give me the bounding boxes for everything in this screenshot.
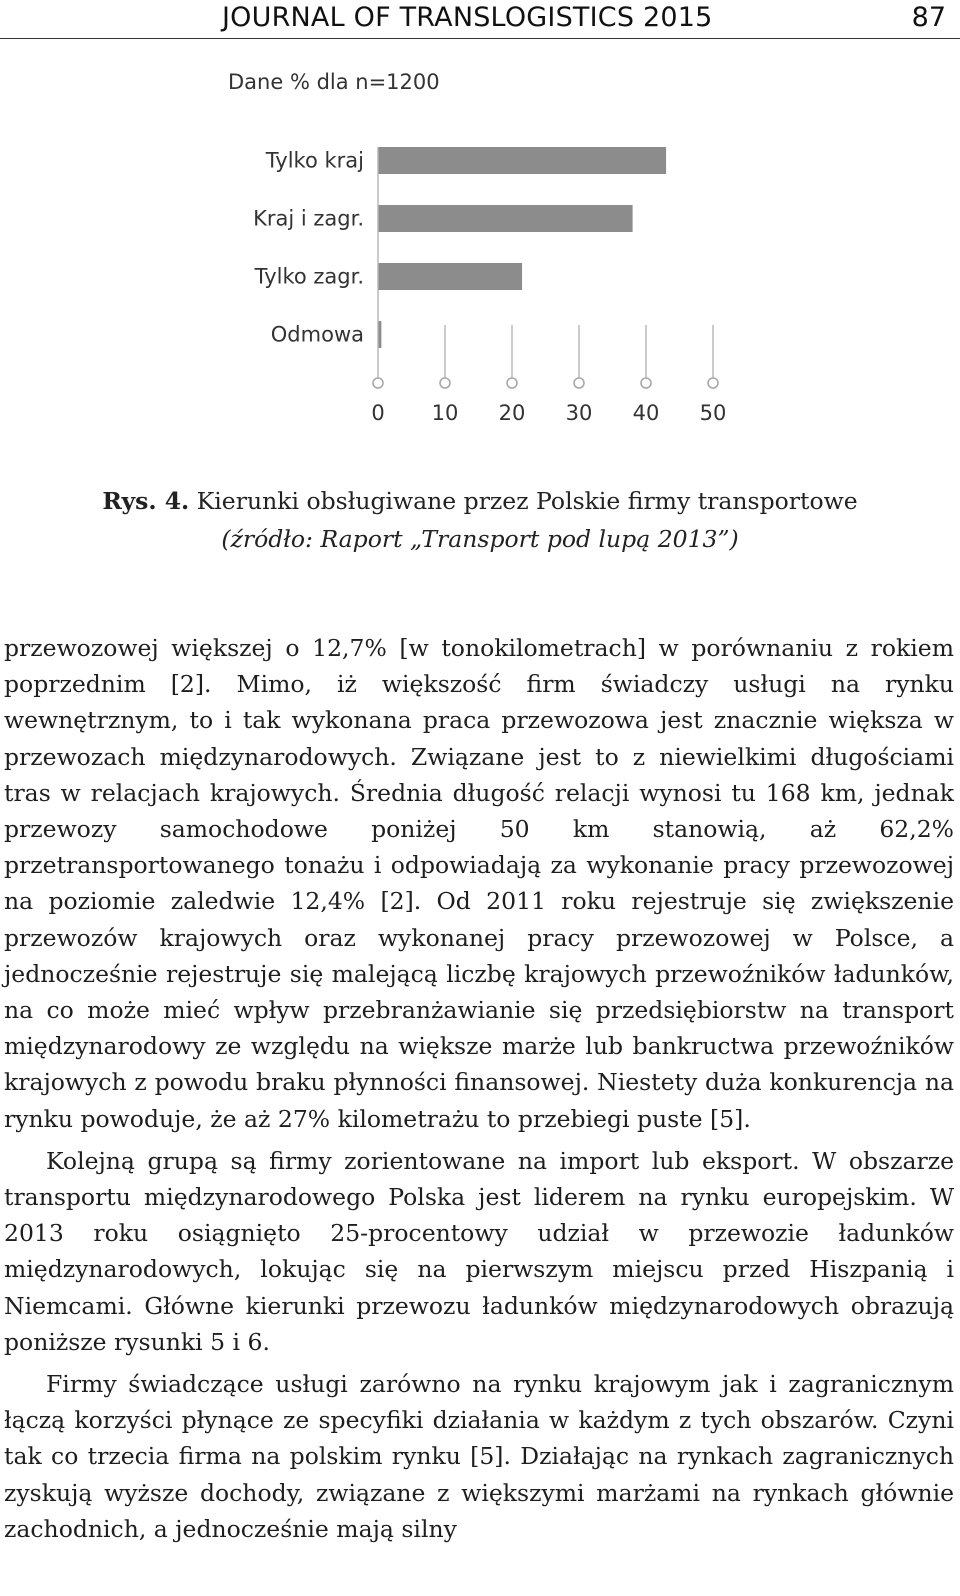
running-header [0,0,960,39]
tick-marker-50 [708,378,718,388]
figure-source: (źródło: Raport „Transport pod lupą 2013”) [221,525,739,553]
tick-marker-20 [507,378,517,388]
tick-label-20: 20 [498,401,526,425]
tick-label-40: 40 [632,401,660,425]
journal-title: JOURNAL OF TRANSLOGISTICS 2015 [222,2,713,33]
paragraph-3: Firmy świadczące usługi zarówno na rynku krajowym jak i zagranicznym łączą korzyści płynące ze specyfiki działania w każdym z tych obszarów. Czyni tak co trzecia firma na polskim rynku [5]. Działając na rynkach zagranicznych zyskują wyższe dochody, związane z większymi marżami na rynkach głównie zachodnich, a jednocześnie mają silny [4,1370,954,1543]
tick-marker-40 [641,378,651,388]
tick-label-50: 50 [699,401,727,425]
figure-caption-text: Kierunki obsługiwane przez Polskie firmy transportowe [196,487,858,515]
category-label-3: Odmowa [270,322,364,347]
bar-0 [378,147,666,174]
paragraph-1: przewozowej większej o 12,7% [w tonokilometrach] w porównaniu z rokiem poprzednim [2]. Mimo, iż większość firm świadczy usługi na rynku wewnętrznym, to i tak wykonana praca przewozowa jest znacznie większa w przewozach międzynarodowych. Związane jest to z niewielkimi długościami tras w relacjach krajowych. Średnia długość relacji wynosi tu 168 km, jednak przewozy samochodowe poniżej 50 km stanowią, aż 62,2% przetransportowanego tonażu i odpowiadają za wykonanie pracy przewozowej na poziomie zaledwie 12,4% [2]. Od 2011 roku rejestruje się zwiększenie przewozów krajowych oraz wykonanej pracy przewozowej w Polsce, a jednocześnie rejestruje się malejącą liczbę krajowych przewoźników ładunków, na co może mieć wpływ przebranżawianie się przedsiębiorstw na transport międzynarodowy ze względu na większe marże lub bankructwa przewoźników krajowych z powodu braku płynności finansowej. Niestety duża konkurencja na rynku powoduje, że aż 27% kilometrażu to przebiegi puste [5]. [4,634,954,1133]
bar-2 [378,263,522,290]
category-label-1: Kraj i zagr. [253,206,364,231]
page-number: 87 [911,2,946,33]
tick-marker-30 [574,378,584,388]
tick-label-30: 30 [565,401,593,425]
figure-caption [0,482,960,558]
figure-label: Rys. 4. [102,487,190,515]
bars-group [378,147,666,348]
body-text [4,630,954,1553]
chart-title: Dane % dla n=1200 [228,70,440,94]
paragraph-2: Kolejną grupą są firmy zorientowane na import lub eksport. W obszarze transportu międzynarodowego Polska jest liderem na rynku europejskim. W 2013 roku osiągnięto 25-procentowy udział w przewozie ładunków międzynarodowych, lokując się na pierwszym miejscu przed Hiszpanią i Niemcami. Główne kierunki przewozu ładunków międzynarodowych obrazują poniższe rysunki 5 i 6. [4,1146,954,1356]
category-label-0: Tylko kraj [265,148,364,173]
bar-chart [0,55,960,435]
bar-1 [378,205,633,232]
tick-label-10: 10 [431,401,459,425]
category-labels [253,149,364,347]
tick-marker-10 [440,378,450,388]
tick-label-0: 0 [371,401,385,425]
category-label-2: Tylko zagr. [254,264,364,289]
tick-marker-0 [373,378,383,388]
